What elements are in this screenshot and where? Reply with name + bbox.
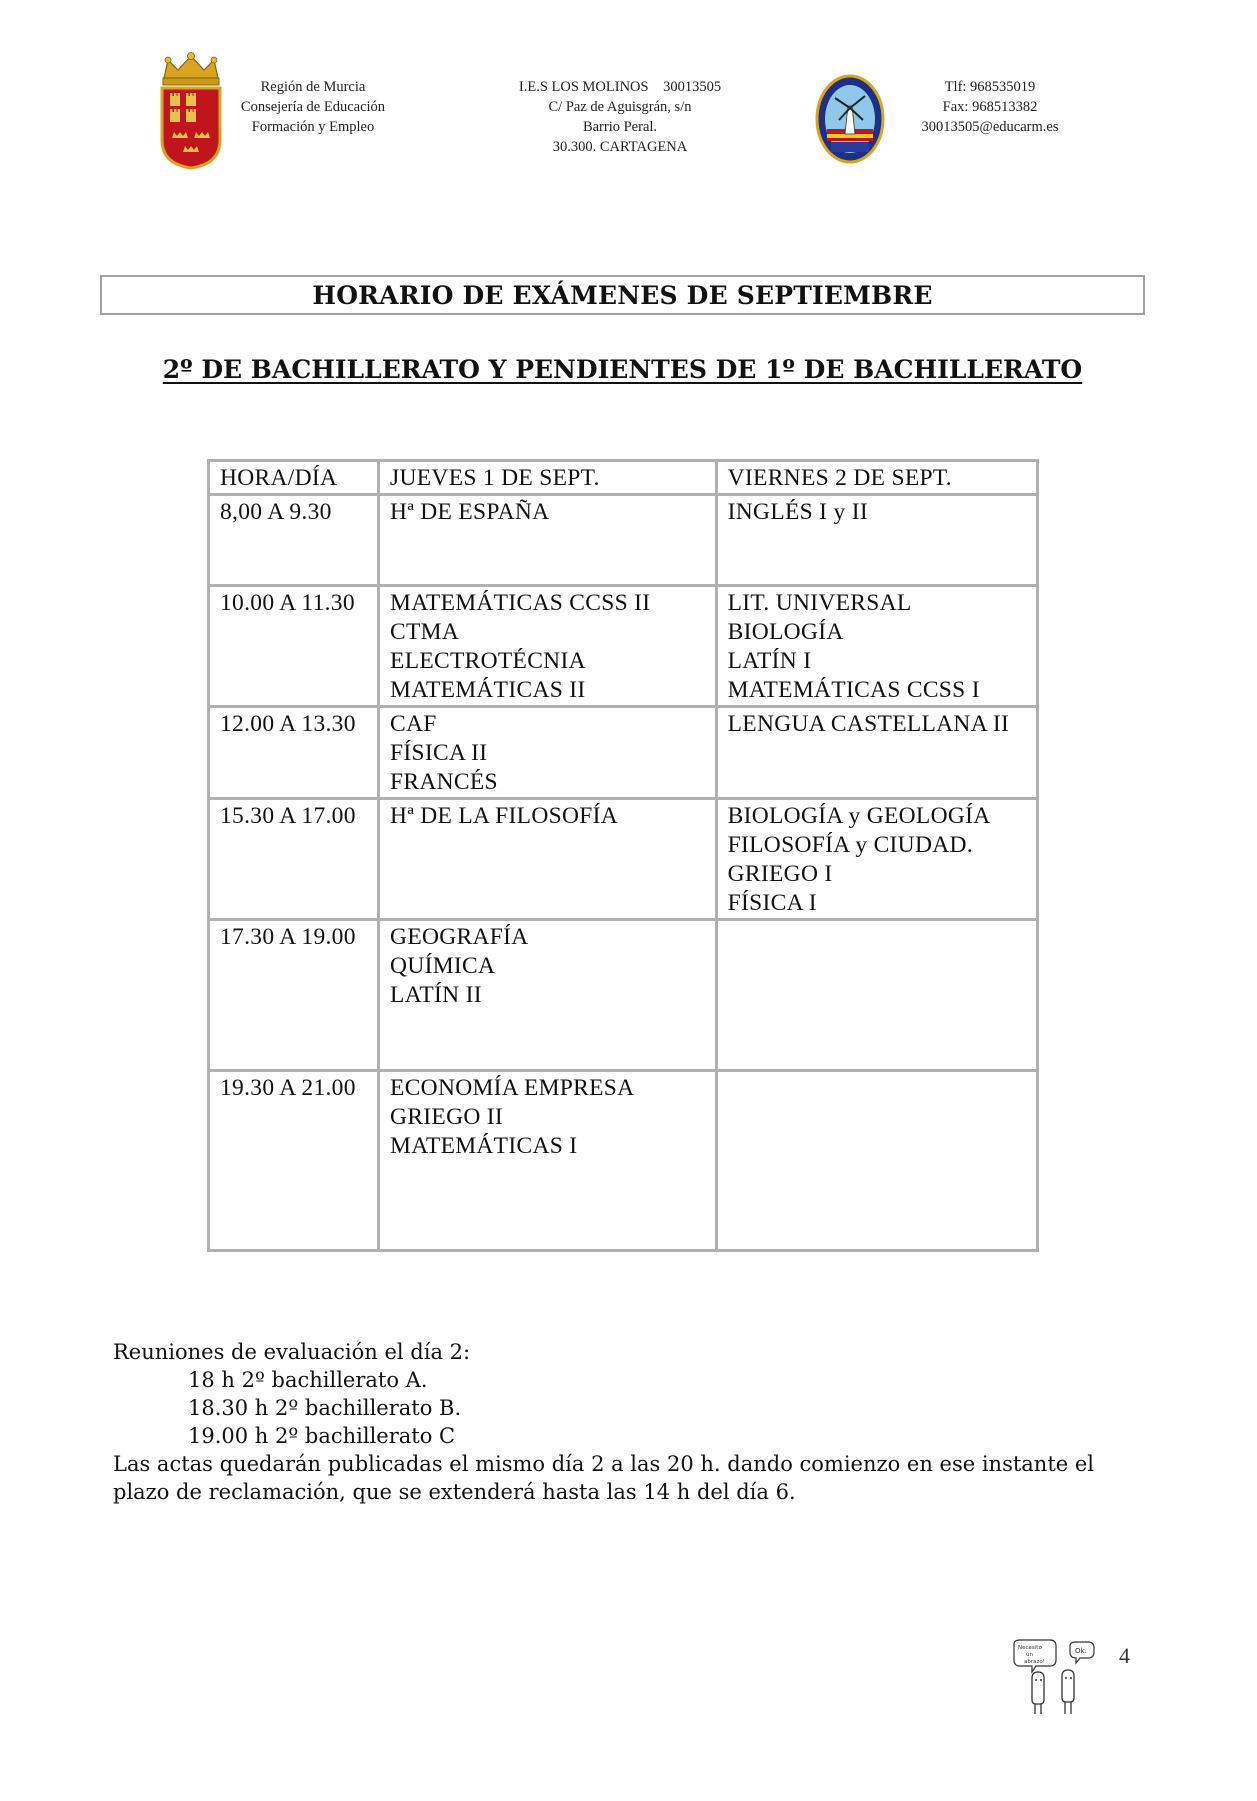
time-cell: 17.30 A 19.00 [209,920,379,1071]
subject: GRIEGO II [390,1104,504,1130]
subject: ECONOMÍA EMPRESA [390,1075,635,1101]
header-thursday: JUEVES 1 DE SEPT. [379,461,717,495]
doodle-bubble-1-text: Necesito [1018,1645,1042,1651]
subject: FRANCÉS [390,769,498,795]
subject: GRIEGO I [727,861,833,887]
subject: FÍSICA II [390,740,488,766]
time-cell: 10.00 A 11.30 [209,586,379,707]
subject: MATEMÁTICAS CCSS II [390,590,651,616]
friday-cell [716,920,1037,1071]
meeting-item: 18.30 h 2º bachillerato B. [188,1396,462,1420]
subject: LENGUA CASTELLANA II [727,711,1010,737]
doodle-characters-icon [1010,1638,1110,1720]
subject: Hª DE ESPAÑA [390,499,550,525]
evaluation-notes [113,1338,1153,1506]
svg-text:un: un [1026,1652,1033,1658]
school-logo-icon [815,74,885,164]
header-friday: VIERNES 2 DE SEPT. [716,461,1037,495]
notes-intro: Reuniones de evaluación el día 2: [113,1340,471,1364]
subject: INGLÉS I y II [727,499,868,525]
page-subtitle: 2º DE BACHILLERATO Y PENDIENTES DE 1º DE BACHILLERATO [162,355,1083,384]
friday-cell [716,799,1037,920]
school-address-line-1: C/ Paz de Aguisgrán, s/n [548,99,692,115]
friday-cell [716,586,1037,707]
thursday-cell [379,1071,717,1251]
region-line-1: Región de Murcia [260,79,366,95]
subject: Hª DE LA FILOSOFÍA [390,803,619,829]
table-row [209,707,1038,799]
subject: LATÍN II [390,982,482,1008]
thursday-cell [379,707,717,799]
table-row [209,495,1038,586]
subject: MATEMÁTICAS I [390,1133,578,1159]
subject: MATEMÁTICAS II [390,677,586,703]
subject: FÍSICA I [727,890,817,916]
page-title: HORARIO DE EXÁMENES DE SEPTIEMBRE [100,275,1145,315]
school-address-line-3: 30.300. CARTAGENA [552,139,688,155]
subject: BIOLOGÍA y GEOLOGÍA [727,803,991,829]
meeting-item: 19.00 h 2º bachillerato C [188,1424,456,1448]
subject: ELECTROTÉCNIA [390,648,586,674]
time-cell: 15.30 A 17.00 [209,799,379,920]
svg-text:abrazo!: abrazo! [1024,1659,1045,1665]
subject: MATEMÁTICAS CCSS I [727,677,980,703]
table-header-row [209,461,1038,495]
contact-email: 30013505@educarm.es [921,119,1059,135]
friday-cell [716,707,1037,799]
page-number: 4 [1119,1643,1130,1668]
doodle-bubble-2-text: Ok. [1075,1647,1087,1655]
thursday-cell [379,799,717,920]
subject: FILOSOFÍA y CIUDAD. [727,832,973,858]
table-row [209,799,1038,920]
school-address-line-2: Barrio Peral. [582,119,658,135]
time-cell: 8,00 A 9.30 [209,495,379,586]
header-time: HORA/DÍA [209,461,379,495]
region-header [220,77,406,137]
region-line-2: Consejería de Educación [240,99,386,115]
region-line-3: Formación y Empleo [251,119,375,135]
contact-fax: Fax: 968513382 [942,99,1038,115]
thursday-cell [379,495,717,586]
school-address [478,77,762,157]
subject: GEOGRAFÍA [390,924,529,950]
subject: BIOLOGÍA [727,619,844,645]
contact-phone: Tlf: 968535019 [944,79,1036,95]
subject: LIT. UNIVERSAL [727,590,912,616]
subject: CTMA [390,619,460,645]
table-row [209,1071,1038,1251]
notes-closing: Las actas quedarán publicadas el mismo día 2 a las 20 h. dando comienzo en ese instante el plazo de reclamación, que se extenderá hasta las 14 h del día 6. [113,1452,1095,1504]
table-row [209,586,1038,707]
time-cell: 12.00 A 13.30 [209,707,379,799]
subject: QUÍMICA [390,953,496,979]
subject: CAF [390,711,437,737]
thursday-cell [379,920,717,1071]
school-name: I.E.S LOS MOLINOS [518,79,649,95]
meeting-item: 18 h 2º bachillerato A. [188,1368,428,1392]
friday-cell [716,1071,1037,1251]
region-murcia-crest-icon [158,52,224,170]
school-name-line [478,77,762,97]
thursday-cell [379,586,717,707]
subject: LATÍN I [727,648,812,674]
table-row [209,920,1038,1071]
school-code: 30013505 [663,79,722,95]
exam-schedule-table [207,459,1039,1252]
friday-cell [716,495,1037,586]
contact-info [900,77,1080,137]
time-cell: 19.30 A 21.00 [209,1071,379,1251]
